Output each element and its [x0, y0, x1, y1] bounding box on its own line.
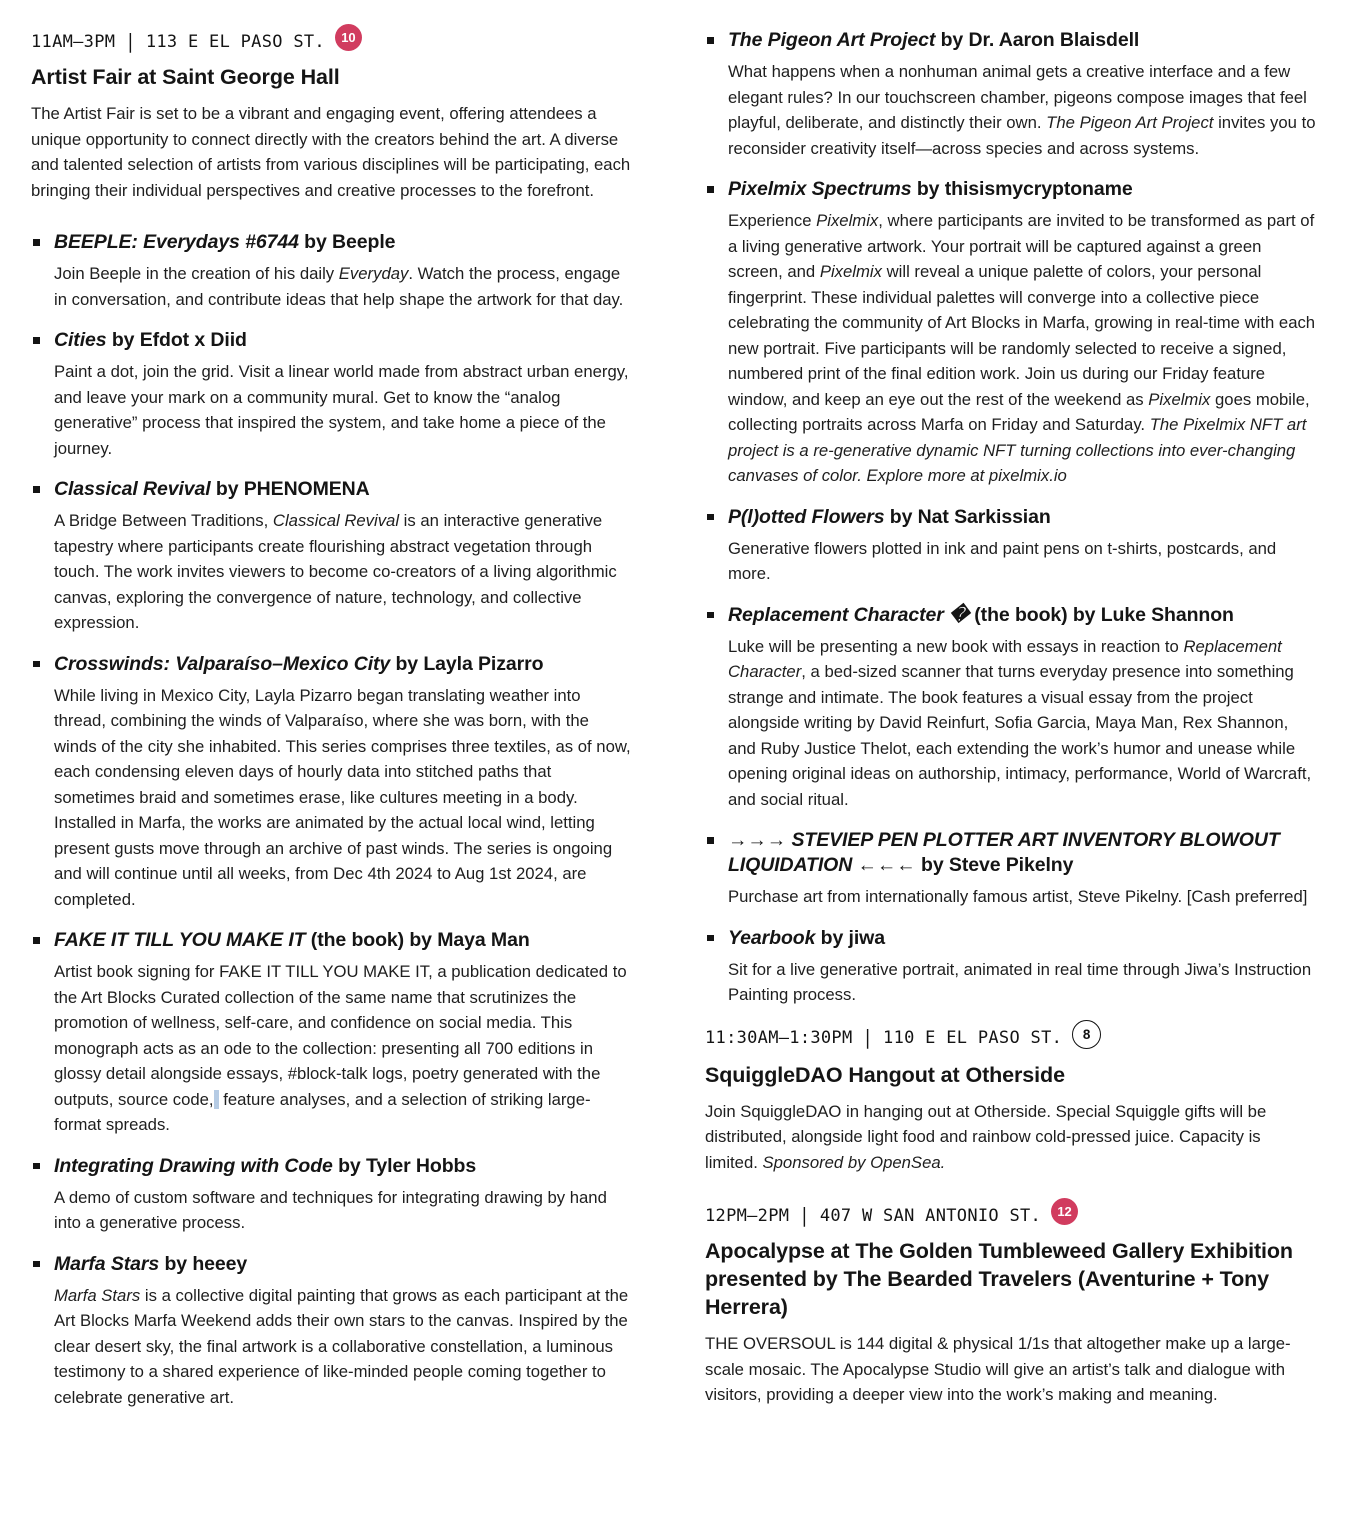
work-byline: by Beeple: [298, 231, 396, 253]
work-byline: by Efdot x Diid: [106, 329, 247, 351]
event-time: 11AM–3PM: [31, 31, 116, 52]
work-byline: by Steve Pikelny: [915, 854, 1074, 876]
work-description: [54, 359, 635, 461]
text-run: Join SquiggleDAO in hanging out at Otherside. Special Squiggle gifts will be distributed, alongside light food and rainbow cold-pressed juice. Capacity is limited.: [705, 1101, 1267, 1172]
work-name: Yearbook: [728, 926, 816, 949]
work-byline: by Dr. Aaron Blaisdell: [935, 29, 1140, 51]
event-meta: [705, 1024, 1316, 1053]
event-description: [705, 1331, 1316, 1408]
work-description: [54, 261, 635, 312]
italic-text: Sponsored by OpenSea.: [762, 1152, 946, 1172]
text-run: Experience: [728, 211, 817, 230]
work-title: [728, 926, 1316, 951]
work-name: BEEPLE: Everydays #6744: [54, 231, 299, 253]
work-name: Crosswinds: Valparaíso–Mexico City: [54, 652, 391, 675]
list-item: [705, 177, 1316, 489]
event-section: [705, 1202, 1316, 1408]
work-description: [54, 1185, 635, 1236]
text-run: invites you to reconsider creativity itself—across species and across systems.: [728, 113, 1316, 158]
text-run: Purchase art from internationally famous artist, Steve Pikelny. [Cash preferred]: [728, 887, 1308, 906]
text-run: feature analyses, and a selection of striking large-format spreads.: [54, 1089, 591, 1134]
italic-text: Pixelmix: [1148, 389, 1211, 409]
italic-text: Pixelmix: [816, 211, 879, 230]
event-description: [705, 1099, 1316, 1176]
text-run: Luke will be presenting a new book with essays in reaction to: [728, 636, 1184, 656]
text-run: The Artist Fair is set to be a vibrant and engaging event, offering attendees a unique opportunity to connect directly with the creators behind the art. A diverse and talented selection of artists from various disciplines will be participating, each bringing their individual perspectives and creative processes to the forefront.: [31, 104, 631, 200]
map-marker-badge: 12: [1051, 1198, 1078, 1225]
work-description: [54, 959, 635, 1138]
work-title: [728, 828, 1316, 878]
artist-works-list: [31, 230, 635, 1410]
square-bullet-icon: [33, 1261, 40, 1268]
event-address: 407 W SAN ANTONIO ST.: [819, 1205, 1042, 1226]
text-run: goes mobile, collecting portraits across Marfa on Friday and Saturday.: [728, 389, 1310, 434]
work-description: [728, 634, 1316, 813]
event-address: 113 E EL PASO ST.: [145, 31, 325, 52]
square-bullet-icon: [707, 37, 714, 44]
work-name: P(l)otted Flowers: [728, 505, 885, 528]
work-name: Cities: [54, 329, 107, 351]
work-title: [54, 328, 635, 353]
work-description: [54, 508, 635, 636]
list-item: [31, 328, 635, 461]
text-run: is an interactive generative tapestry where participants create flourishing abstract vegetation through touch. The work invites viewers to become co-creators of a living algorithmic canvas, exploring the convergence of nature, technology, and collective expression.: [54, 511, 617, 632]
text-run: THE OVERSOUL is 144 digital & physical 1/1s that altogether make up a large-scale mosaic. The Apocalypse Studio will give an artist’s talk and dialogue with visitors, providing a deeper view into the work’s making and meaning.: [705, 1334, 1291, 1404]
column-right: [705, 28, 1316, 1539]
italic-text: The Pigeon Art Project: [1046, 113, 1214, 132]
square-bullet-icon: [33, 937, 40, 944]
work-title: [728, 505, 1316, 530]
artist-works-list: [705, 28, 1316, 1008]
work-byline: by Nat Sarkissian: [884, 505, 1051, 528]
work-description: [54, 1283, 635, 1411]
work-title: [728, 603, 1316, 628]
work-name: The Pigeon Art Project: [728, 29, 936, 51]
work-title: [728, 177, 1316, 202]
work-description: [728, 536, 1316, 587]
text-run: , a bed-sized scanner that turns everyday presence into something strange and intimate. The book features a visual essay from the project alongside writing by David Reinfurt, Sofia Garcia, Maya Man, Rex Shannon, and Ruby Justice Thelot, each extending the work’s humor and unease while opening original ideas on authorship, intimacy, performance, World of Warcraft, and social ritual.: [728, 662, 1312, 809]
event-title: Apocalypse at The Golden Tumbleweed Gallery Exhibition presented by The Bearded Travelers (Aventurine + Tony Herrera): [705, 1239, 1293, 1319]
work-description: [728, 884, 1316, 910]
work-byline: (the book) by Luke Shannon: [968, 603, 1234, 626]
work-name: Replacement Character �: [728, 603, 969, 626]
event-section: [31, 28, 635, 203]
square-bullet-icon: [33, 239, 40, 246]
square-bullet-icon: [707, 514, 714, 521]
work-name: Marfa Stars: [54, 1252, 160, 1275]
square-bullet-icon: [707, 935, 714, 942]
list-item: [705, 505, 1316, 587]
text-run: A Bridge Between Traditions,: [54, 511, 273, 530]
square-bullet-icon: [33, 486, 40, 493]
work-name: →→→ STEVIEP PEN PLOTTER ART INVENTORY BLOWOUT LIQUIDATION ←←←: [728, 829, 1280, 876]
square-bullet-icon: [707, 612, 714, 619]
italic-text: The Pixelmix NFT art project is a re-generative dynamic NFT turning collections into ever-changing canvases of color. Explore more at pixelmix.io: [728, 415, 1307, 485]
list-item: [31, 652, 635, 913]
work-byline: by Tyler Hobbs: [332, 1154, 477, 1177]
italic-text: Everyday: [338, 264, 409, 283]
work-name: Classical Revival: [54, 478, 211, 500]
work-byline: (the book) by Maya Man: [305, 929, 530, 951]
work-title: [54, 1154, 635, 1179]
work-title: [54, 477, 635, 502]
meta-divider: |: [862, 1026, 874, 1050]
text-run: What happens when a nonhuman animal gets a creative interface and a few elegant rules? In our touchscreen chamber, pigeons compose images that feel playful, deliberate, and distinctly their own.: [728, 62, 1307, 132]
square-bullet-icon: [707, 186, 714, 193]
work-byline: by Layla Pizarro: [390, 652, 544, 675]
square-bullet-icon: [707, 837, 714, 844]
work-description: [728, 59, 1316, 161]
work-byline: by jiwa: [815, 926, 885, 949]
text-run: A demo of custom software and techniques for integrating drawing by hand into a generative process.: [54, 1187, 607, 1232]
text-run: is a collective digital painting that grows as each participant at the Art Blocks Marfa Weekend adds their own stars to the canvas. Inspired by the clear desert sky, the final artwork is a collaborative constellation, a luminous testimony to a shared experience of like-minded people coming together to celebrate generative art.: [54, 1285, 629, 1407]
text-run: , where participants are invited to be transformed as part of a living generative artwork. Your portrait will be captured against a green screen, and: [728, 211, 1315, 281]
event-title: Artist Fair at Saint George Hall: [31, 65, 340, 89]
list-item: [31, 477, 635, 636]
list-item: [31, 928, 635, 1138]
italic-text: Classical Revival: [272, 511, 400, 530]
text-run: Sit for a live generative portrait, animated in real time through Jiwa’s Instruction Painting process.: [728, 959, 1312, 1004]
event-time: 11:30AM–1:30PM: [705, 1028, 853, 1048]
event-description: [31, 101, 635, 203]
work-title: [728, 28, 1316, 53]
text-run: Paint a dot, join the grid. Visit a linear world made from abstract urban energy, and leave your mark on a community mural. Get to know the “analog generative” process that inspired the system, and take home a piece of the journey.: [54, 362, 629, 458]
work-description: [54, 683, 635, 913]
text-run: . Watch the process, engage in conversation, and contribute ideas that help shape the artwork for that day.: [54, 264, 624, 309]
text-run: While living in Mexico City, Layla Pizarro began translating weather into thread, combining the winds of Valparaíso, where she was born, with the winds of the city she inhabited. This series comprises three textiles, as of now, each condensing eleven days of hourly data into stitched paths that sometimes braid and sometimes erase, like cultures meeting in a body. Installed in Marfa, the works are animated by the actual local wind, letting present gusts move through an archive of past winds. The series is ongoing and will continue until all weeks, from Dec 4th 2024 to Aug 1st 2024, are completed.: [54, 685, 631, 909]
square-bullet-icon: [33, 661, 40, 668]
work-title: [54, 928, 635, 953]
work-name: FAKE IT TILL YOU MAKE IT: [54, 929, 306, 951]
work-name: Integrating Drawing with Code: [54, 1154, 333, 1177]
text-run: Generative flowers plotted in ink and paint pens on t-shirts, postcards, and more.: [728, 538, 1277, 583]
column-left: [31, 28, 635, 1539]
work-byline: by heeey: [159, 1252, 248, 1275]
list-item: [705, 828, 1316, 910]
event-address: 110 E EL PASO ST.: [883, 1028, 1063, 1048]
list-item: [31, 230, 635, 312]
work-byline: by thisismycryptoname: [911, 178, 1133, 200]
event-meta: [705, 1202, 1316, 1229]
list-item: [705, 603, 1316, 813]
meta-divider: |: [799, 1204, 810, 1227]
square-bullet-icon: [33, 337, 40, 344]
map-marker-badge: 8: [1072, 1020, 1101, 1049]
work-description: [728, 957, 1316, 1008]
italic-text: Pixelmix: [819, 262, 882, 281]
text-run: will reveal a unique palette of colors, your personal fingerprint. These individual palettes will converge into a collective piece celebrating the community of Art Blocks in Marfa, growing in real-time with each new portrait. Five participants will be randomly selected to receive a signed, numbered print of the final edition work. Join us during our Friday feature window, and keep an eye out the rest of the weekend as: [728, 262, 1316, 409]
event-time: 12PM–2PM: [705, 1205, 790, 1226]
list-item: [31, 1154, 635, 1236]
italic-text: Marfa Stars: [54, 1285, 141, 1305]
list-item: [31, 1252, 635, 1411]
work-title: [54, 230, 635, 255]
work-title: [54, 652, 635, 677]
list-item: [705, 926, 1316, 1008]
square-bullet-icon: [33, 1163, 40, 1170]
text-run: Artist book signing for FAKE IT TILL YOU MAKE IT, a publication dedicated to the Art Blocks Curated collection of the same name that scrutinizes the promotion of wellness, self-care, and confidence on social media. This monograph acts as an ode to the collection: presenting all 700 editions in glossy detail alongside essays, #block-talk logs, poetry generated with the outputs, source code,: [54, 962, 627, 1109]
event-title: SquiggleDAO Hangout at Otherside: [705, 1062, 1065, 1087]
event-section: [705, 1024, 1316, 1176]
meta-divider: |: [125, 30, 136, 53]
work-name: Pixelmix Spectrums: [728, 178, 912, 200]
work-description: [728, 208, 1316, 489]
event-meta: [31, 28, 635, 55]
work-byline: by PHENOMENA: [210, 478, 370, 500]
text-run: Join Beeple in the creation of his daily: [54, 264, 339, 283]
italic-text: Replacement Character: [728, 636, 1282, 681]
list-item: [705, 28, 1316, 161]
work-title: [54, 1252, 635, 1277]
map-marker-badge: 10: [335, 24, 362, 51]
